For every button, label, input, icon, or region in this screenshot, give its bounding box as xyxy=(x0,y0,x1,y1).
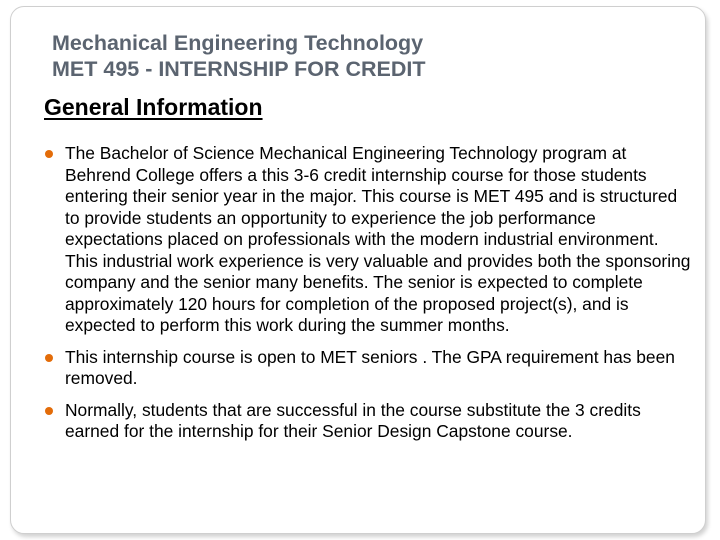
bullet-text: Normally, students that are successful in the course substitute the 3 credits earned for the internship for their Senior Design Capstone course. xyxy=(65,399,641,441)
bullet-list xyxy=(44,143,694,443)
bullet-item xyxy=(44,347,694,390)
bullet-item xyxy=(44,400,694,443)
title-line-2: MET 495 - INTERNSHIP FOR CREDIT xyxy=(52,57,426,81)
title-line-1: Mechanical Engineering Technology xyxy=(52,31,424,55)
bullet-dot-icon xyxy=(45,150,53,158)
slide-title xyxy=(52,30,672,82)
bullet-text: This internship course is open to MET seniors . The GPA requirement has been removed. xyxy=(65,346,675,388)
section-heading: General Information xyxy=(44,94,263,120)
bullet-dot-icon xyxy=(45,407,53,415)
bullet-item xyxy=(44,143,694,337)
bullet-dot-icon xyxy=(45,354,53,362)
bullet-text: The Bachelor of Science Mechanical Engineering Technology program at Behrend College offers a this 3-6 credit internship course for those students entering their senior year in the major. This course is MET 495 and is structured to provide students an opportunity to experience the job performance expectations placed on professionals with the modern industrial environment. This industrial work experience is very valuable and provides both the sponsoring company and the senior many benefits. The senior is expected to complete approximately 120 hours for completion of the proposed project(s), and is expected to perform this work during the summer months. xyxy=(65,143,691,335)
